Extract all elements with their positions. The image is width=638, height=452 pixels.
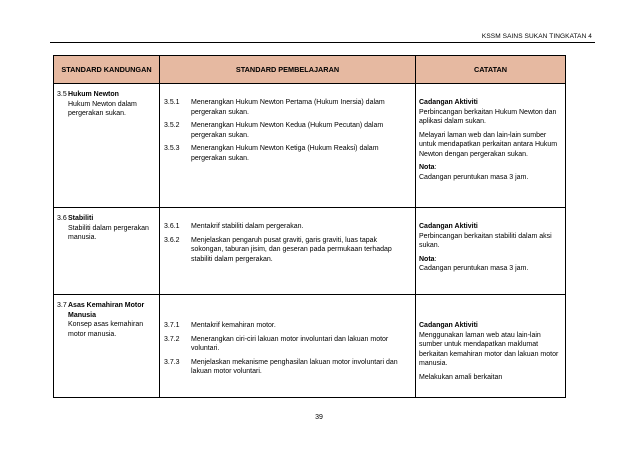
page-number: 39 [315, 414, 323, 421]
catatan-cell: Cadangan Aktiviti Perbincangan berkaitan stabiliti dalam aksi sukan. Nota: Cadangan peruntukan masa 3 jam. [416, 208, 566, 295]
table-row [54, 208, 566, 295]
nota-label: Nota [419, 164, 435, 171]
catatan-cell: Cadangan Aktiviti Perbincangan berkaitan Hukum Newton dan aplikasi dalam sukan. Melayari laman web dan lain-lain sumber untuk mendapatkan perkaitan antara Hukum Newton dengan pergerakan sukan. Nota: Cadangan peruntukan masa 3 jam. [416, 84, 566, 208]
standard-kandungan-cell [54, 208, 160, 295]
sk-description: Konsep asas kemahiran motor manusia. [68, 321, 144, 338]
header-catatan: CATATAN [416, 56, 566, 84]
sk-title: Asas Kemahiran Motor Manusia [68, 302, 145, 319]
curriculum-table [53, 55, 566, 398]
sp-item [164, 222, 415, 232]
standard-pembelajaran-cell [160, 208, 416, 295]
activity-text: Menggunakan laman web atau lain-lain sumber untuk mendapatkan maklumat berkaitan kemahiran motor dan lakuan motor manusia. [419, 331, 559, 367]
standard-kandungan-cell [54, 84, 160, 208]
standard-kandungan-cell [54, 295, 160, 398]
sp-text: Menjelaskan pengaruh pusat graviti, garis graviti, luas tapak sokongan, taburan jisim, dan geseran pada permukaan terhadap stabiliti dalam pergerakan. [191, 236, 392, 263]
standard-pembelajaran-cell [160, 84, 416, 208]
header-rule [50, 42, 595, 43]
activity-title: Cadangan Aktiviti [419, 322, 478, 329]
sp-text: Menerangkan ciri-ciri lakuan motor involuntari dan lakuan motor voluntari. [191, 335, 389, 352]
header-standard-pembelajaran: STANDARD PEMBELAJARAN [160, 56, 416, 84]
sp-number: 3.5.1 [164, 99, 180, 106]
table-row [54, 84, 566, 208]
sk-number: 3.5 [57, 91, 67, 98]
sp-text: Menjelaskan mekanisme penghasilan lakuan motor involuntari dan lakuan motor voluntari. [191, 358, 398, 375]
sk-description: Hukum Newton dalam pergerakan sukan. [68, 100, 137, 117]
sp-text: Menerangkan Hukum Newton Ketiga (Hukum Reaksi) dalam pergerakan sukan. [191, 145, 379, 162]
running-header: KSSM SAINS SUKAN TINGKATAN 4 [481, 33, 592, 40]
activity-text: Perbincangan berkaitan Hukum Newton dan aplikasi dalam sukan. [419, 108, 557, 125]
sk-number: 3.7 [57, 302, 67, 309]
sk-number: 3.6 [57, 215, 67, 222]
sp-item [164, 321, 415, 331]
activity-text: Melayari laman web dan lain-lain sumber untuk mendapatkan perkaitan antara Hukum Newton dengan pergerakan sukan. [419, 131, 558, 158]
sp-item [164, 121, 415, 140]
nota-text: Cadangan peruntukan masa 3 jam. [419, 265, 529, 272]
activity-text: Perbincangan berkaitan stabiliti dalam aksi sukan. [419, 232, 552, 249]
sp-item [164, 335, 415, 354]
sp-number: 3.5.3 [164, 145, 180, 152]
sk-title: Hukum Newton [68, 91, 119, 98]
sp-number: 3.7.1 [164, 322, 180, 329]
sp-text: Menerangkan Hukum Newton Pertama (Hukum Inersia) dalam pergerakan sukan. [191, 99, 385, 116]
standard-pembelajaran-cell [160, 295, 416, 398]
sp-text: Menerangkan Hukum Newton Kedua (Hukum Pecutan) dalam pergerakan sukan. [191, 122, 384, 139]
table-row [54, 295, 566, 398]
sp-item [164, 98, 415, 117]
sp-number: 3.6.1 [164, 223, 180, 230]
sp-number: 3.5.2 [164, 122, 180, 129]
catatan-cell [416, 295, 566, 398]
sp-item [164, 144, 415, 163]
sk-title: Stabiliti [68, 215, 94, 222]
sp-item [164, 236, 415, 265]
sk-description: Stabiliti dalam pergerakan manusia. [68, 224, 149, 241]
sp-number: 3.7.2 [164, 335, 180, 343]
activity-text: Melakukan amali berkaitan [419, 373, 503, 381]
sp-number: 3.6.2 [164, 236, 180, 244]
activity-title: Cadangan Aktiviti [419, 223, 478, 230]
nota-text: Cadangan peruntukan masa 3 jam. [419, 173, 529, 181]
sp-item [164, 358, 415, 377]
nota-label: Nota [419, 255, 435, 263]
sp-number: 3.7.3 [164, 358, 180, 366]
table-header-row [54, 56, 566, 84]
activity-title: Cadangan Aktiviti [419, 99, 478, 106]
sp-text: Mentakrif stabiliti dalam pergerakan. [191, 223, 304, 230]
sp-text: Mentakrif kemahiran motor. [191, 322, 276, 329]
header-standard-kandungan: STANDARD KANDUNGAN [54, 56, 160, 84]
